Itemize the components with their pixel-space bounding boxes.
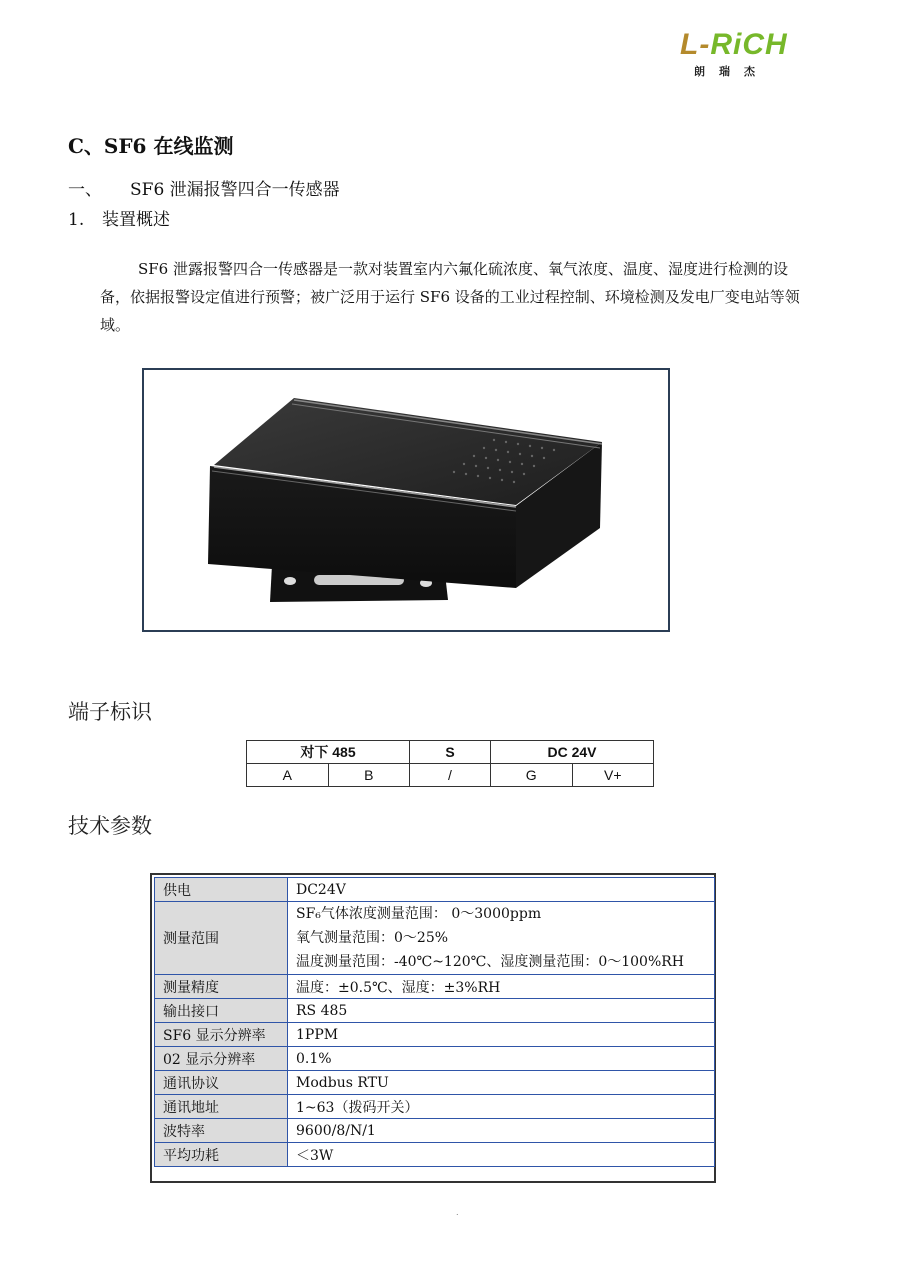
spec-value: 0.1%	[288, 1047, 715, 1071]
terminal-header-row	[247, 741, 654, 764]
spec-label: 供电	[155, 878, 288, 902]
spec-label: 通讯地址	[155, 1095, 288, 1119]
section-heading	[68, 175, 340, 200]
spec-value: Modbus RTU	[288, 1071, 715, 1095]
spec-label: 平均功耗	[155, 1143, 288, 1167]
table-row	[155, 1119, 715, 1143]
spec-label: 波特率	[155, 1119, 288, 1143]
terminal-cell: /	[410, 764, 491, 787]
subsection-title: 装置概述	[102, 210, 170, 230]
footer-mark: .	[456, 1208, 459, 1217]
product-photo-frame	[142, 368, 670, 632]
spec-value: RS 485	[288, 999, 715, 1023]
spec-value: 1~63（拨码开关）	[288, 1095, 715, 1119]
terminal-cell: V+	[572, 764, 654, 787]
sensor-device-image	[144, 370, 668, 630]
page-heading: C、SF6 在线监测	[68, 134, 234, 158]
table-row	[155, 1095, 715, 1119]
spec-value: 1PPM	[288, 1023, 715, 1047]
logo-subtitle: 朗瑞杰	[694, 65, 769, 78]
terminal-header: 对下 485	[247, 741, 410, 764]
table-row	[155, 1143, 715, 1167]
table-row	[155, 1023, 715, 1047]
spec-value: 9600/8/N/1	[288, 1119, 715, 1143]
spec-value-line: 氧气测量范围：0～25%	[296, 930, 449, 946]
terminal-table	[246, 740, 654, 787]
spec-value	[288, 902, 715, 975]
spec-value-line: SF₆气体浓度测量范围： 0～3000ppm	[296, 906, 542, 922]
table-row	[155, 878, 715, 902]
description-paragraph: SF6 泄露报警四合一传感器是一款对装置室内六氟化硫浓度、氧气浓度、温度、湿度进行检测的设备，依据报警设定值进行预警；被广泛用于运行 SF6 设备的工业过程控制、环境检测及发电厂变电站等领域。	[100, 260, 800, 334]
table-row	[155, 902, 715, 975]
specs-section-title: 技术参数	[68, 814, 152, 838]
spec-label: SF6 显示分辨率	[155, 1023, 288, 1047]
terminal-cell: B	[328, 764, 410, 787]
spec-label: 通讯协议	[155, 1071, 288, 1095]
table-row	[155, 999, 715, 1023]
spec-label: 测量范围	[155, 902, 288, 975]
section-number: 一、	[68, 180, 102, 200]
spec-value: 温度：±0.5℃、湿度：±3%RH	[288, 975, 715, 999]
section-title: SF6 泄漏报警四合一传感器	[130, 180, 340, 200]
terminal-header: DC 24V	[491, 741, 654, 764]
subsection-heading	[68, 205, 170, 230]
company-logo	[680, 30, 810, 80]
spec-label: 测量精度	[155, 975, 288, 999]
terminal-row	[247, 764, 654, 787]
terminal-header: S	[410, 741, 491, 764]
terminal-cell: G	[491, 764, 573, 787]
spec-label: 输出接口	[155, 999, 288, 1023]
terminal-cell: A	[247, 764, 329, 787]
specs-table	[154, 877, 715, 1167]
table-row	[155, 1071, 715, 1095]
spec-value: DC24V	[288, 878, 715, 902]
subsection-number: 1.	[68, 210, 85, 230]
terminal-section-title: 端子标识	[68, 700, 152, 724]
table-row	[155, 975, 715, 999]
table-row	[155, 1047, 715, 1071]
spec-value-line: 温度测量范围：-40℃~120℃、湿度测量范围：0～100%RH	[296, 954, 684, 970]
spec-value: ＜3W	[288, 1143, 715, 1167]
spec-label: 02 显示分辨率	[155, 1047, 288, 1071]
logo-mark: L-RiCH	[680, 28, 788, 61]
